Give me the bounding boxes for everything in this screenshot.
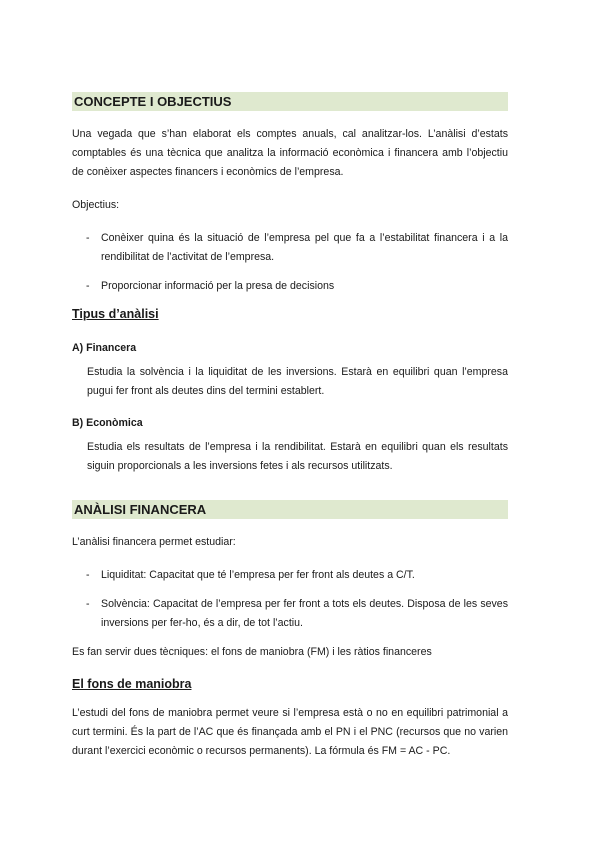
list-item: - Liquiditat: Capacitat que té l’empresa per fer front als deutes a C/T. <box>72 566 508 585</box>
fons-paragraph: L’estudi del fons de maniobra permet veure si l’empresa està o no en equilibri patrimonial a curt termini. És la part de l’AC que és finançada amb el PN i el PNC (recursos que no varien durant l’exercici econòmic o recursos permanents). La fórmula és FM = AC - PC. <box>72 707 508 757</box>
subheading-economica: B) Econòmica <box>72 417 143 429</box>
subheading-financera: A) Financera <box>72 342 137 354</box>
section-heading-analisi: ANÀLISI FINANCERA <box>72 500 508 519</box>
analisi-list <box>72 566 508 633</box>
section-heading-concepte: CONCEPTE I OBJECTIUS <box>72 92 508 111</box>
list-item: - Solvència: Capacitat de l’empresa per fer front a tots els deutes. Disposa de les seves inversions per fer-ho, és a dir, de tot l’actiu. <box>72 595 508 633</box>
document-page <box>72 92 508 761</box>
economica-paragraph: Estudia els resultats de l’empresa i la rendibilitat. Estarà en equilibri quan els resultats siguin proporcionals a les inversions fetes i als recursos utilitzats. <box>87 441 508 472</box>
dash-bullet: - <box>86 598 90 610</box>
financera-paragraph: Estudia la solvència i la liquiditat de les inversions. Estarà en equilibri quan l’empresa pugui fer front als deutes dins del termini establert. <box>87 366 508 397</box>
intro-paragraph: Una vegada que s’han elaborat els comptes anuals, cal analitzar-los. L’anàlisi d’estats comptables és una tècnica que analitza la informació econòmica i financera amb l’objectiu de conèixer aspectes financers i econòmics de l’empresa. <box>72 128 508 178</box>
dash-bullet: - <box>86 232 90 244</box>
dash-bullet: - <box>86 280 90 292</box>
techniques-paragraph: Es fan servir dues tècniques: el fons de maniobra (FM) i les ràtios financeres <box>72 646 432 658</box>
subheading-fons: El fons de maniobra <box>72 677 192 691</box>
objectives-list <box>72 229 508 296</box>
analisi-intro: L’anàlisi financera permet estudiar: <box>72 536 236 548</box>
list-item: - Proporcionar informació per la presa de decisions <box>72 277 508 296</box>
dash-bullet: - <box>86 569 90 581</box>
subheading-tipus: Tipus d’anàlisi <box>72 307 159 321</box>
objectives-label: Objectius: <box>72 199 120 211</box>
list-item: - Conèixer quina és la situació de l’empresa pel que fa a l’estabilitat financera i a la rendibilitat de l’activitat de l’empresa. <box>72 229 508 267</box>
